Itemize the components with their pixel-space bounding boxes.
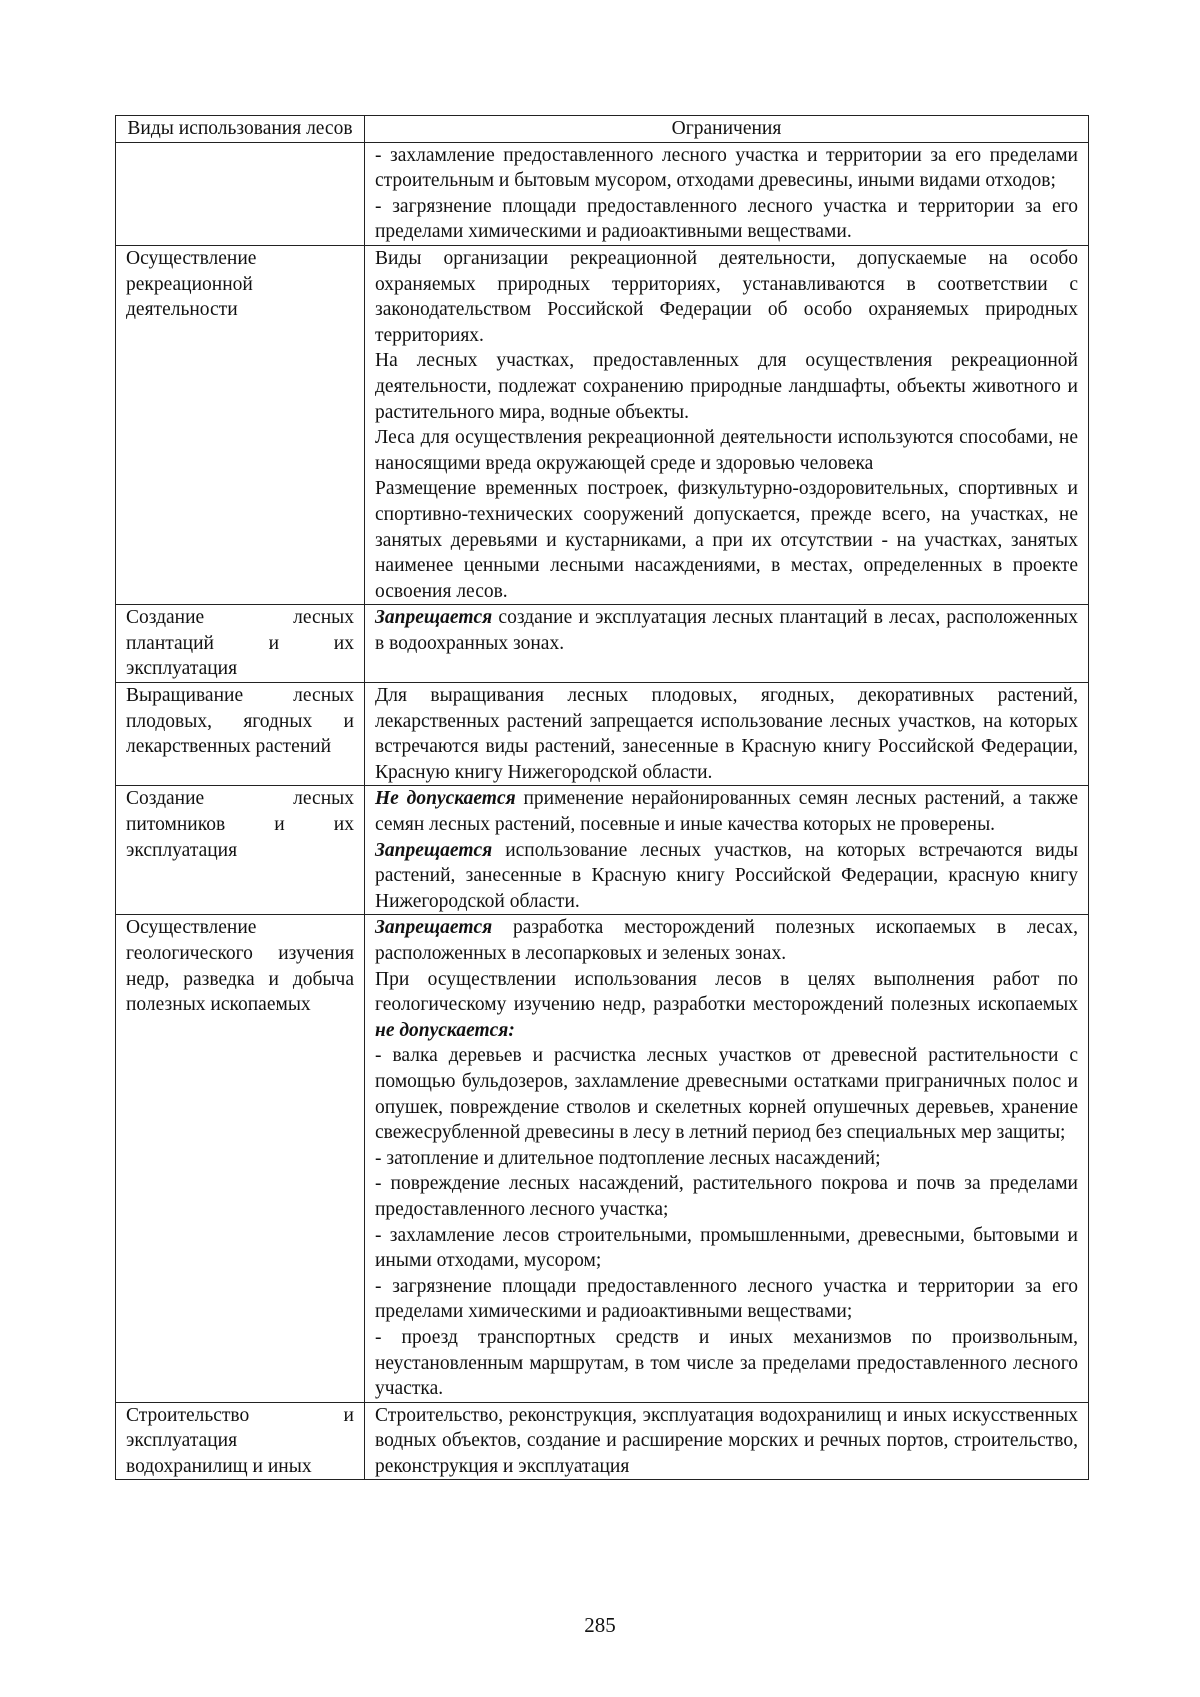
emphasis-not-allowed: Не допускается: [375, 788, 516, 810]
row-6-kind-text: Строительство и эксплуатация водохранилищ и иных: [126, 1404, 354, 1477]
restriction-paragraph: Виды организации рекреационной деятельности, допускаемые на особо охраняемых природных территориях, устанавливаются в соответствии с законодательством Российской Федерации об особо охраняемых природных территориях.: [375, 247, 1078, 346]
row-3-kind: Выращивание лесных плодовых, ягодных и лекарственных растений: [116, 683, 365, 786]
list-item: - валка деревьев и расчистка лесных участков от древесной растительности с помощью бульдозеров, захламление древесными остатками приграничных полос и опушек, повреждение стволов и скелетных корней опушечных деревьев, хранение свежесрубленной древесины в лесу в летний период без специальных мер защиты;: [375, 1045, 1078, 1144]
restriction-text: применение нерайонированных семян лесных растений, а также семян лесных растений, посевные и иные качества которых не проверены.: [375, 788, 1078, 836]
list-item: - затопление и длительное подтопление лесных насаждений;: [375, 1147, 881, 1169]
restriction-paragraph: - загрязнение площади предоставленного лесного участка и территории за его пределами химическими и радиоактивными веществами.: [375, 195, 1078, 243]
restriction-paragraph: Для выращивания лесных плодовых, ягодных, декоративных растений, лекарственных растений запрещается использование лесных участков, на которых встречаются виды растений, занесенные в Красную книгу Российской Федерации, Красную книгу Нижегородской области.: [375, 685, 1078, 783]
emphasis-prohibited: Запрещается: [375, 839, 493, 861]
row-0-kind: [116, 142, 365, 245]
table-row: [116, 1402, 1089, 1479]
restriction-text: использование лесных участков, на которых встречаются виды растений, занесенные в Красную книгу Российской Федерации, красную книгу Нижегородской области.: [375, 839, 1078, 912]
row-4-kind: Создание лесных питомников и их эксплуатация: [116, 786, 365, 915]
emphasis-not-allowed: не допускается:: [375, 1019, 515, 1041]
row-5-kind: Осуществление геологического изучения недр, разведка и добыча полезных ископаемых: [116, 915, 365, 1402]
row-6-restrictions: [365, 1402, 1089, 1479]
restrictions-table: [115, 115, 1089, 1480]
restriction-paragraph: - захламление предоставленного лесного участка и территории за его пределами строительным и бытовым мусором, отходами древесины, иными видами отходов;: [375, 144, 1078, 192]
restriction-paragraph: Размещение временных построек, физкультурно-оздоровительных, спортивных и спортивно-технических сооружений допускается, прежде всего, на участках, не занятых деревьями и кустарниками, а при их отсутствии - на участках, занятых наименее ценными лесными насаждениями, в местах, определенных в проекте освоения лесов.: [375, 478, 1078, 602]
row-1-kind: Осуществление рекреационной деятельности: [116, 245, 365, 604]
restriction-paragraph: Леса для осуществления рекреационной деятельности используются способами, не наносящими вреда окружающей среде и здоровью человека: [375, 427, 1078, 474]
row-3-restrictions: [365, 683, 1089, 786]
row-6-kind: [116, 1402, 365, 1479]
row-4-restrictions: [365, 786, 1089, 915]
row-2-restrictions: [365, 605, 1089, 683]
list-item: - повреждение лесных насаждений, растительного покрова и почв за пределами предоставленного лесного участка;: [375, 1173, 1078, 1220]
table-row: [116, 245, 1089, 604]
table-row: [116, 142, 1089, 245]
restriction-paragraph: На лесных участках, предоставленных для осуществления рекреационной деятельности, подлежат сохранению природные ландшафты, объекты животного и растительного мира, водные объекты.: [375, 350, 1078, 423]
header-forest-use-types: Виды использования лесов: [116, 116, 365, 143]
list-item: - проезд транспортных средств и иных механизмов по произвольным, неустановленным маршрутам, в том числе за пределами предоставленного лесного участка.: [375, 1326, 1078, 1400]
list-item: - загрязнение площади предоставленного лесного участка и территории за его пределами химическими и радиоактивными веществами;: [375, 1275, 1078, 1323]
list-item: - захламление лесов строительными, промышленными, древесными, бытовыми и иными отходами, мусором;: [375, 1224, 1078, 1272]
row-5-restrictions: [365, 915, 1089, 1402]
row-2-kind: Создание лесных плантаций и их эксплуатация: [116, 605, 365, 683]
table-row: [116, 605, 1089, 683]
restriction-text: создание и эксплуатация лесных плантаций в лесах, расположенных в водоохранных зонах.: [375, 607, 1078, 654]
emphasis-prohibited: Запрещается: [375, 607, 493, 629]
row-1-restrictions: [365, 245, 1089, 604]
table-row: [116, 683, 1089, 786]
restriction-text: разработка месторождений полезных ископаемых в лесах, расположенных в лесопарковых и зеленых зонах.: [375, 917, 1078, 964]
emphasis-prohibited: Запрещается: [375, 917, 493, 939]
restriction-paragraph: [375, 838, 1078, 915]
table-row: [116, 915, 1089, 1402]
row-0-restrictions: [365, 142, 1089, 245]
restriction-paragraph: [375, 915, 1078, 966]
table-row: [116, 786, 1089, 915]
restriction-paragraph: Строительство, реконструкция, эксплуатация водохранилищ и иных искусственных водных объектов, создание и расширение морских и речных портов, строительство, реконструкция и эксплуатация: [375, 1404, 1078, 1477]
header-restrictions: Ограничения: [365, 116, 1089, 143]
restriction-paragraph: [375, 967, 1078, 1044]
restriction-text: При осуществлении использования лесов в целях выполнения работ по геологическому изучению недр, разработки месторождений полезных ископаемых: [375, 968, 1078, 1016]
page-number: 285: [584, 1613, 616, 1637]
restriction-paragraph: [375, 605, 1078, 656]
restriction-paragraph: [375, 786, 1078, 837]
table-header-row: [116, 116, 1089, 143]
row-6-restrictions-text: [375, 1403, 1078, 1479]
